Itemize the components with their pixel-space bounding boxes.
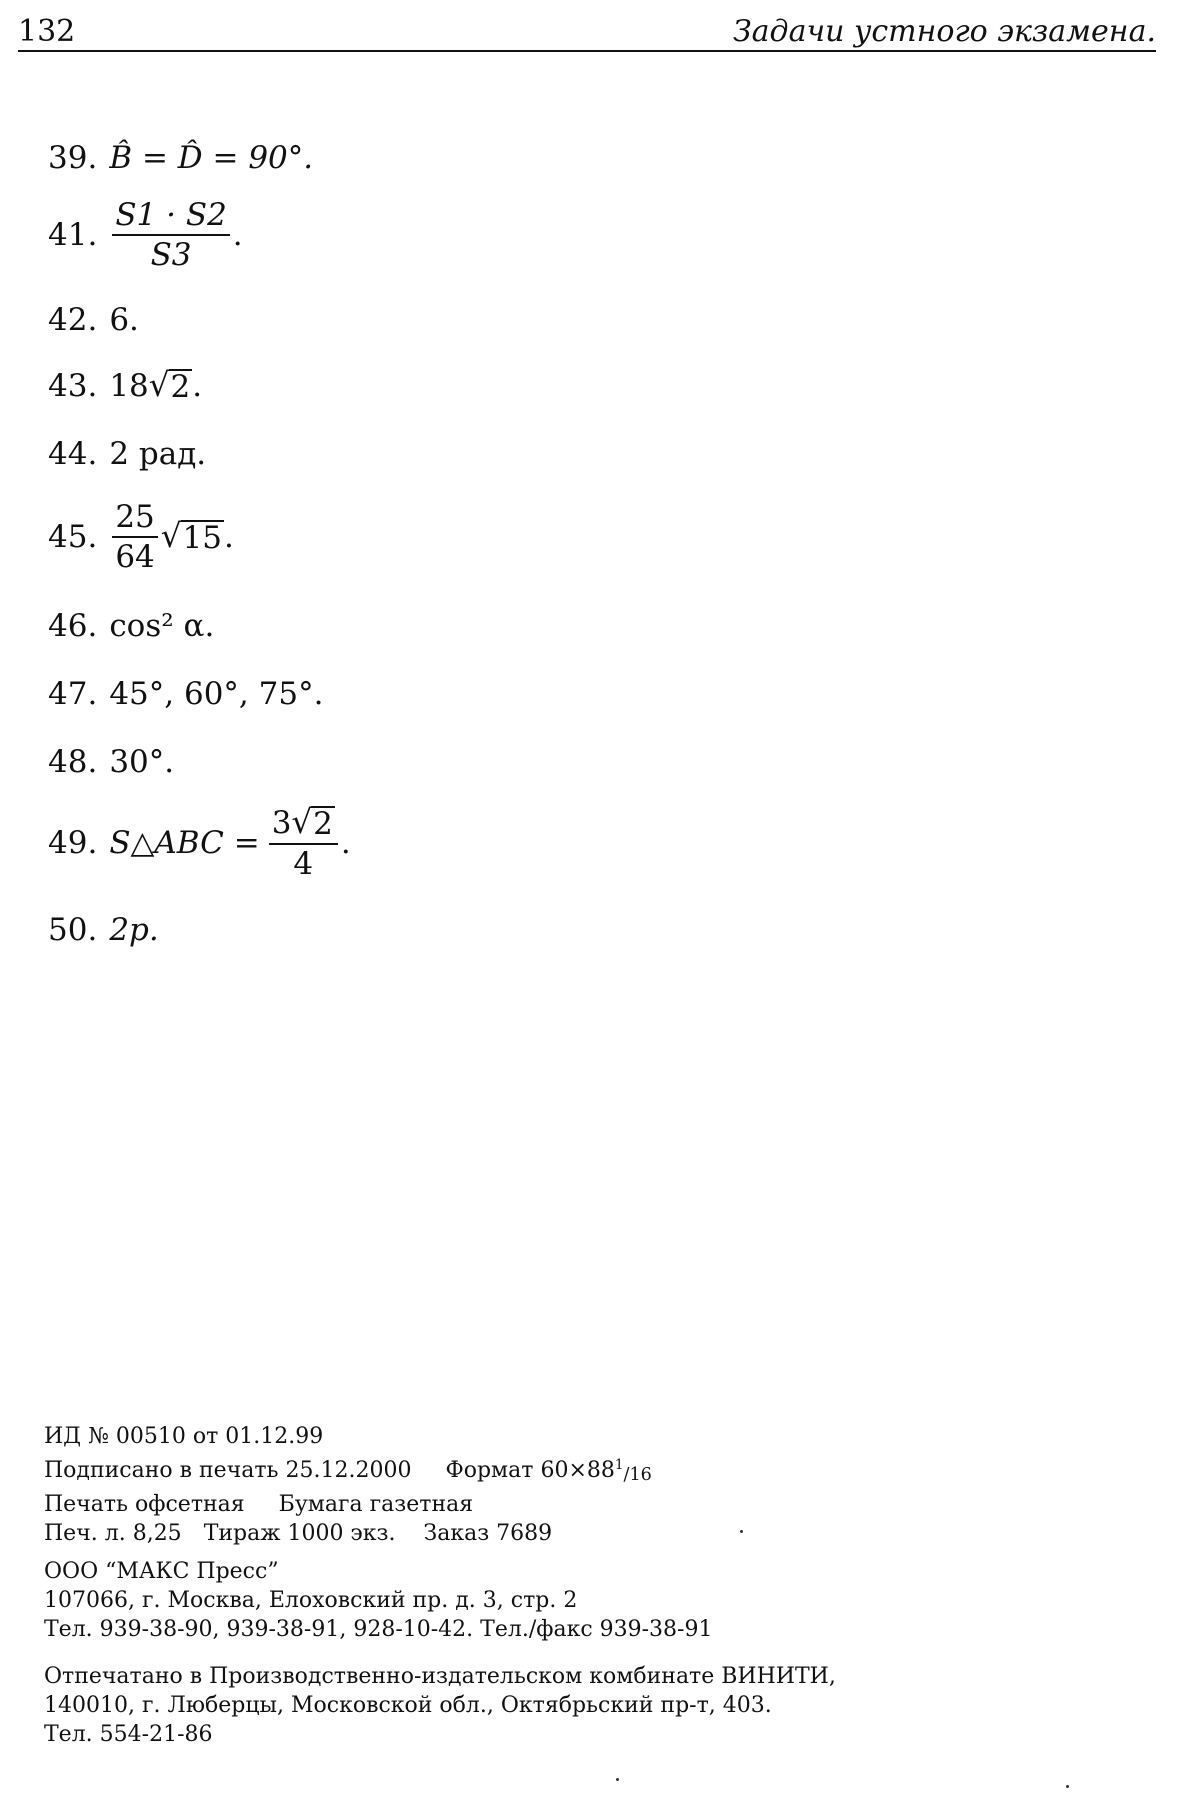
publisher-address: 107066, г. Москва, Елоховский пр. д. 3, стр. 2	[44, 1588, 578, 1613]
answer-number: 49.	[48, 825, 98, 862]
answer-number: 46.	[48, 608, 98, 644]
fraction-numerator	[269, 803, 338, 845]
answer-number: 41.	[48, 217, 98, 254]
fraction-denominator: 4	[293, 845, 314, 882]
fraction-numerator: S1 · S2	[112, 198, 229, 236]
printer-name: Отпечатано в Производственно-издательском комбинате ВИНИТИ,	[44, 1664, 836, 1689]
scan-speck	[616, 1778, 619, 1781]
answer-number: 43.	[48, 368, 98, 404]
page-number: 132	[18, 14, 76, 49]
print-run: Тираж 1000 экз.	[203, 1520, 396, 1546]
answer-text: 45°, 60°, 75°.	[109, 676, 324, 712]
fraction-denominator: 64	[115, 539, 155, 576]
signed-date: Подписано в печать 25.12.2000	[44, 1458, 412, 1484]
answer-tail: .	[223, 519, 234, 556]
format-label: Формат 60×88	[445, 1458, 615, 1484]
answer-46	[48, 608, 214, 644]
answer-number: 48.	[48, 744, 98, 780]
colophon-printer	[44, 1662, 836, 1749]
answer-number: 50.	[48, 912, 98, 948]
print-paper-line	[44, 1490, 652, 1519]
paper-type: Бумага газетная	[278, 1491, 474, 1517]
printer-phone: Тел. 554-21-86	[44, 1722, 213, 1747]
answer-tail: .	[340, 825, 351, 862]
answer-47	[48, 676, 323, 712]
answer-49	[48, 803, 351, 882]
scan-speck	[740, 1530, 743, 1533]
answer-48	[48, 744, 174, 780]
answer-41	[48, 198, 243, 272]
answer-text: 2 рад.	[109, 436, 207, 472]
page-header	[18, 10, 1156, 52]
printer-address: 140010, г. Люберцы, Московской обл., Октябрьский пр-т, 403.	[44, 1693, 772, 1718]
print-type: Печать офсетная	[44, 1491, 245, 1517]
answer-42	[48, 302, 139, 338]
fraction	[112, 198, 229, 272]
answer-text: B̂ = D̂ = 90°.	[109, 140, 314, 176]
running-title: Задачи устного экзамена.	[732, 14, 1156, 49]
coefficient: 18	[109, 368, 149, 404]
answer-44	[48, 436, 206, 472]
answer-text: 6.	[109, 302, 139, 338]
colophon-print-details	[44, 1422, 652, 1548]
scan-speck	[1066, 1785, 1069, 1788]
answer-43	[48, 365, 203, 405]
answer-text: cos² α.	[109, 608, 215, 644]
answer-number: 47.	[48, 676, 98, 712]
answer-50	[48, 912, 159, 948]
answer-45	[48, 500, 234, 574]
sheets-run-order-line	[44, 1519, 652, 1548]
format-sup: 1	[614, 1457, 624, 1473]
id-line: ИД № 00510 от 01.12.99	[44, 1424, 324, 1449]
answer-number: 44.	[48, 436, 98, 472]
square-root: √ 15	[160, 516, 222, 556]
answer-text: 30°.	[109, 744, 175, 780]
answer-number: 45.	[48, 519, 98, 556]
fraction-numerator: 25	[112, 500, 157, 538]
answer-tail: .	[232, 217, 243, 254]
answer-number: 39.	[48, 140, 98, 176]
square-root: √ 2	[148, 365, 191, 405]
square-root: √ 2	[291, 803, 333, 842]
answer-39	[48, 140, 313, 176]
sheets: Печ. л. 8,25	[44, 1520, 182, 1546]
colophon-publisher	[44, 1557, 712, 1644]
order-number: Заказ 7689	[423, 1520, 553, 1546]
radicand: 2	[170, 368, 191, 405]
area-lhs: S△ABC =	[109, 825, 260, 862]
answer-text: 2p.	[109, 912, 159, 948]
fraction	[112, 500, 157, 574]
fraction	[269, 803, 338, 882]
signed-format-line	[44, 1451, 652, 1490]
answer-number: 42.	[48, 302, 98, 338]
fraction-denominator: S3	[150, 237, 192, 274]
radicand: 15	[182, 519, 222, 556]
answer-tail: .	[192, 368, 203, 404]
format-sub: /16	[623, 1464, 652, 1485]
publisher-phone: Тел. 939-38-90, 939-38-91, 928-10-42. Тел./факс 939-38-91	[44, 1617, 713, 1642]
radicand: 2	[313, 806, 333, 842]
publisher-name: ООО “МАКС Пресс”	[44, 1559, 279, 1584]
numerator-coefficient: 3	[271, 805, 292, 842]
